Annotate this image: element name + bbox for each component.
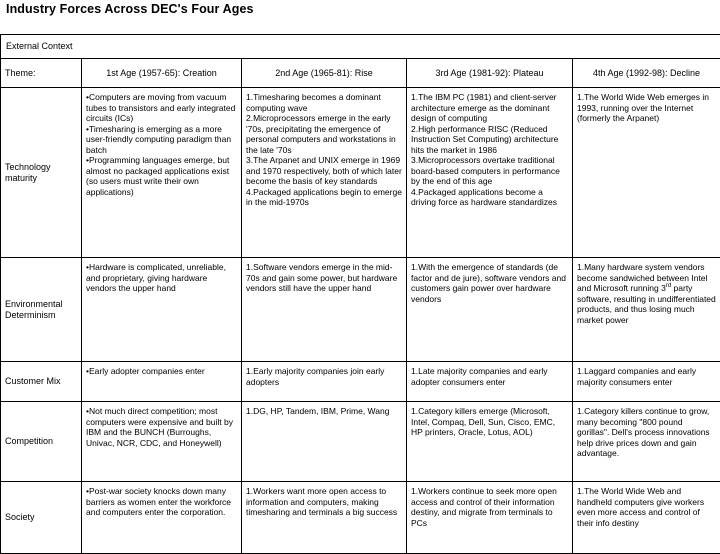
- table-cell: [82, 402, 242, 482]
- cell-point: 1.Category killers continue to grow, many becoming "800 pound gorillas". Dell's process innovations help drive prices down and gain advantage.: [577, 406, 716, 459]
- cell-point: •Not much direct competition; most computers were expensive and built by IBM and the BUNCH (Burroughs, Univac, NCR, CDC, and Honeywell): [86, 406, 237, 448]
- row-theme: Technology maturity: [1, 88, 82, 258]
- age-header-2: 2nd Age (1965-81): Rise: [242, 59, 407, 88]
- table-cell: [573, 258, 720, 362]
- cell-point: •Programming languages emerge, but almost no packaged applications exist (so users must write their own applications): [86, 155, 237, 197]
- table-cell: [242, 402, 407, 482]
- table-cell: [407, 88, 573, 258]
- table-cell: [82, 482, 242, 554]
- cell-point: 2.High performance RISC (Reduced Instruction Set Computing) architecture hits the market in 1986: [411, 124, 568, 156]
- cell-point: •Computers are moving from vacuum tubes to transistors and early integrated circuits (ICs): [86, 92, 237, 124]
- cell-point: •Post-war society knocks down many barriers as women enter the workforce and computers enter the corporation.: [86, 486, 237, 518]
- table-cell: [407, 258, 573, 362]
- cell-point: 1.With the emergence of standards (de factor and de jure), software vendors and customers gain power over hardware vendors: [411, 262, 568, 304]
- table-cell: [407, 482, 573, 554]
- theme-header: Theme:: [1, 59, 82, 88]
- cell-point: 1.Workers want more open access to information and computers, making timesharing and terminals a big success: [246, 486, 402, 518]
- cell-point: 3.The Arpanet and UNIX emerge in 1969 and 1970 respectively, both of which later become the basis of key standards: [246, 155, 402, 187]
- table-cell: [242, 362, 407, 402]
- table-cell: [573, 402, 720, 482]
- row-theme: Competition: [1, 402, 82, 482]
- context-row: [1, 35, 720, 59]
- table-cell: [242, 88, 407, 258]
- table-cell: [573, 88, 720, 258]
- cell-point: 1.Early majority companies join early adopters: [246, 366, 402, 387]
- industry-forces-table: [0, 34, 720, 554]
- cell-point: •Early adopter companies enter: [86, 366, 237, 377]
- table-cell: [82, 258, 242, 362]
- age-header-1: 1st Age (1957-65): Creation: [82, 59, 242, 88]
- table-cell: [407, 402, 573, 482]
- table-cell: [573, 482, 720, 554]
- table-cell: [242, 482, 407, 554]
- cell-point: 1.Software vendors emerge in the mid-70s and gain some power, but hardware vendors still have the upper hand: [246, 262, 402, 294]
- cell-point: 1.Late majority companies and early adopter consumers enter: [411, 366, 568, 387]
- table-cell: [242, 258, 407, 362]
- context-label: External Context: [1, 35, 720, 59]
- page-title: Industry Forces Across DEC's Four Ages: [6, 2, 254, 16]
- header-row: [1, 59, 720, 88]
- cell-point: 3.Microprocessors overtake traditional board-based computers in performance by the end of this age: [411, 155, 568, 187]
- table-row: [1, 482, 720, 554]
- age-header-3: 3rd Age (1981-92): Plateau: [407, 59, 573, 88]
- cell-point: 1.The IBM PC (1981) and client-server architecture emerge as the dominant design of computing: [411, 92, 568, 124]
- cell-point: 1.Laggard companies and early majority consumers enter: [577, 366, 716, 387]
- row-theme: Customer Mix: [1, 362, 82, 402]
- table-cell: [573, 362, 720, 402]
- table-row: [1, 362, 720, 402]
- cell-point: •Hardware is complicated, unreliable, and proprietary, giving hardware vendors the upper hand: [86, 262, 237, 294]
- cell-point: 1.Workers continue to seek more open access and control of their information destiny, and migrate from terminals to PCs: [411, 486, 568, 528]
- cell-point: 2.Microprocessors emerge in the early '70s, precipitating the emergence of personal computers and workstations in the late '70s: [246, 113, 402, 155]
- cell-point: 4.Packaged applications become a driving force as hardware standardizes: [411, 187, 568, 208]
- table-cell: [82, 362, 242, 402]
- cell-point: 1.Category killers emerge (Microsoft, Intel, Compaq, Dell, Sun, Cisco, EMC, HP printers, Oracle, Lotus, AOL): [411, 406, 568, 438]
- table-row: [1, 402, 720, 482]
- cell-point: 1.The World Wide Web and handheld computers give workers even more access and control of their info destiny: [577, 486, 716, 528]
- table-row: [1, 88, 720, 258]
- table-cell: [82, 88, 242, 258]
- cell-point: 1.The World Wide Web emerges in 1993, running over the Internet (formerly the Arpanet): [577, 92, 716, 124]
- cell-point: 4.Packaged applications begin to emerge in the mid-1970s: [246, 187, 402, 208]
- table-row: [1, 258, 720, 362]
- age-header-4: 4th Age (1992-98): Decline: [573, 59, 720, 88]
- cell-point: •Timesharing is emerging as a more user-friendly computing paradigm than batch: [86, 124, 237, 156]
- table-cell: [407, 362, 573, 402]
- cell-point: 1.Many hardware system vendors become sandwiched between Intel and Microsoft running 3rd party software, resulting in undifferentiated products, and thus losing much market power: [577, 262, 716, 325]
- row-theme: Society: [1, 482, 82, 554]
- cell-point: 1.Timesharing becomes a dominant computing wave: [246, 92, 402, 113]
- cell-point: 1.DG, HP, Tandem, IBM, Prime, Wang: [246, 406, 402, 417]
- row-theme: Environmental Determinism: [1, 258, 82, 362]
